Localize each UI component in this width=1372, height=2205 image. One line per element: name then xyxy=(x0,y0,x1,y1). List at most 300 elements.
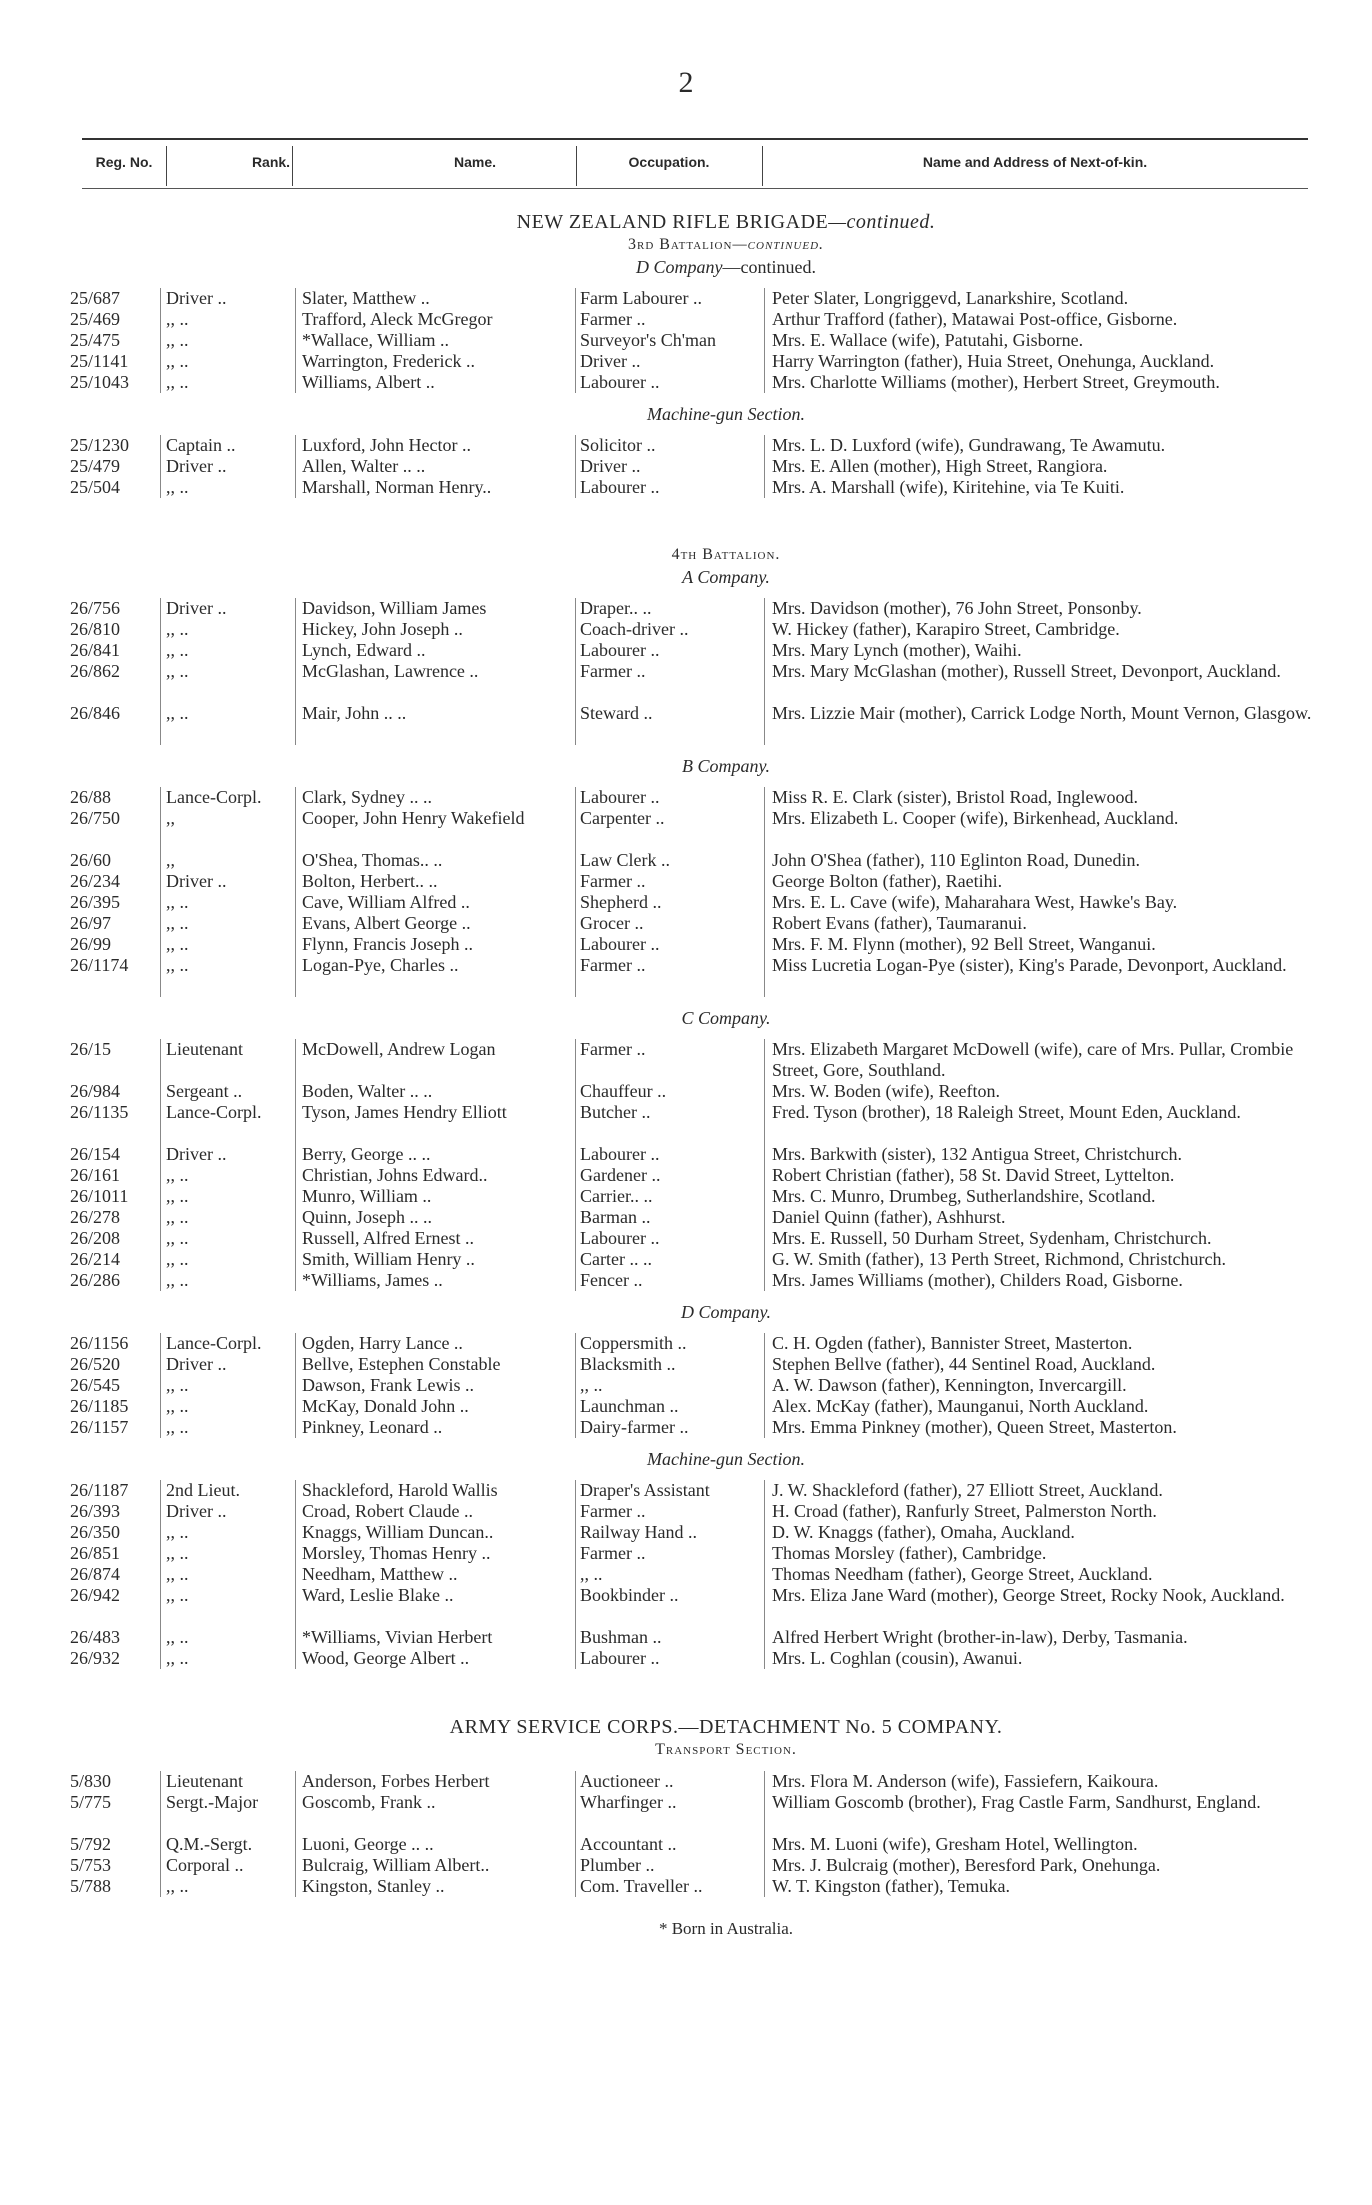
column-divider xyxy=(295,1585,296,1627)
column-divider xyxy=(295,1876,296,1897)
column-divider xyxy=(160,435,161,456)
company-title xyxy=(80,256,1372,278)
cell-rank: Driver .. xyxy=(166,1354,227,1374)
cell-occupation: Law Clerk .. xyxy=(580,850,670,870)
cell-reg-no: 5/792 xyxy=(70,1834,112,1854)
cell-next-of-kin: Robert Evans (father), Taumaranui. xyxy=(772,913,1027,933)
cell-reg-no: 26/756 xyxy=(70,598,121,618)
cell-next-of-kin: Mrs. Mary McGlashan (mother), Russell Street, Devonport, Auckland. xyxy=(772,661,1281,681)
section-gap xyxy=(0,1291,1372,1301)
column-divider xyxy=(764,1792,765,1834)
column-divider xyxy=(295,288,296,309)
cell-reg-no: 5/775 xyxy=(70,1792,112,1812)
column-divider xyxy=(575,1543,576,1564)
cell-name: Luxford, John Hector .. xyxy=(302,435,471,455)
cell-next-of-kin: Mrs. L. Coghlan (cousin), Awanui. xyxy=(772,1648,1023,1668)
column-divider xyxy=(160,1186,161,1207)
section-gap xyxy=(0,1438,1372,1448)
table-row xyxy=(0,913,1372,934)
column-divider xyxy=(575,1333,576,1354)
cell-name: Shackleford, Harold Wallis xyxy=(302,1480,498,1500)
cell-rank: Driver .. xyxy=(166,1144,227,1164)
subsection-title: Machine-gun Section. xyxy=(647,404,805,424)
cell-rank: Lieutenant xyxy=(166,1771,243,1791)
cell-name: Evans, Albert George .. xyxy=(302,913,471,933)
table-row xyxy=(0,850,1372,871)
column-divider xyxy=(295,1543,296,1564)
cell-next-of-kin: Mrs. James Williams (mother), Childers Road, Gisborne. xyxy=(772,1270,1183,1290)
cell-occupation: Steward .. xyxy=(580,703,653,723)
cell-occupation: Farmer .. xyxy=(580,309,646,329)
cell-rank: ,, .. xyxy=(166,1627,189,1647)
column-divider xyxy=(575,309,576,330)
cell-rank: Q.M.-Sergt. xyxy=(166,1834,253,1854)
cell-name: Anderson, Forbes Herbert xyxy=(302,1771,490,1791)
column-divider xyxy=(160,850,161,871)
column-divider xyxy=(295,1270,296,1291)
table-row xyxy=(0,1165,1372,1186)
cell-next-of-kin: G. W. Smith (father), 13 Perth Street, Richmond, Christchurch. xyxy=(772,1249,1226,1269)
column-divider xyxy=(764,1417,765,1438)
column-divider xyxy=(575,1564,576,1585)
section-gap xyxy=(0,425,1372,435)
table-row xyxy=(0,703,1372,745)
cell-reg-no: 25/1141 xyxy=(70,351,129,371)
column-divider xyxy=(295,1648,296,1669)
company-title-text: C Company. xyxy=(681,1008,771,1028)
section-gap xyxy=(0,1897,1372,1919)
cell-reg-no: 5/753 xyxy=(70,1855,112,1875)
column-divider xyxy=(764,598,765,619)
column-divider xyxy=(295,661,296,703)
cell-reg-no: 26/1174 xyxy=(70,955,129,975)
cell-name: Ogden, Harry Lance .. xyxy=(302,1333,463,1353)
column-divider xyxy=(295,330,296,351)
column-divider xyxy=(295,703,296,745)
column-divider xyxy=(764,456,765,477)
cell-rank: ,, .. xyxy=(166,1543,189,1563)
cell-name: Lynch, Edward .. xyxy=(302,640,426,660)
column-divider xyxy=(575,1480,576,1501)
column-divider xyxy=(160,1876,161,1897)
cell-name: Croad, Robert Claude .. xyxy=(302,1501,473,1521)
column-divider xyxy=(764,309,765,330)
cell-occupation: Launchman .. xyxy=(580,1396,679,1416)
column-divider xyxy=(764,1834,765,1855)
cell-next-of-kin: Mrs. E. Allen (mother), High Street, Rangiora. xyxy=(772,456,1108,476)
cell-rank: ,, .. xyxy=(166,1648,189,1668)
cell-next-of-kin: Stephen Bellve (father), 44 Sentinel Road, Auckland. xyxy=(772,1354,1156,1374)
cell-occupation: Chauffeur .. xyxy=(580,1081,667,1101)
table-row xyxy=(0,435,1372,456)
section-title-text: NEW ZEALAND RIFLE BRIGADE xyxy=(516,211,829,233)
company-title xyxy=(80,755,1372,777)
cell-name: Warrington, Frederick .. xyxy=(302,351,475,371)
column-divider xyxy=(160,1543,161,1564)
cell-reg-no: 26/841 xyxy=(70,640,121,660)
cell-rank: Lance-Corpl. xyxy=(166,1333,262,1353)
cell-reg-no: 26/350 xyxy=(70,1522,121,1542)
column-divider xyxy=(295,372,296,393)
column-divider xyxy=(764,1228,765,1249)
column-divider xyxy=(575,477,576,498)
table-row xyxy=(0,1081,1372,1102)
cell-occupation: Com. Traveller .. xyxy=(580,1876,703,1896)
cell-name: *Wallace, William .. xyxy=(302,330,449,350)
column-divider xyxy=(575,1855,576,1876)
cell-name: Pinkney, Leonard .. xyxy=(302,1417,443,1437)
cell-occupation: Farmer .. xyxy=(580,955,646,975)
column-divider xyxy=(764,661,765,703)
column-divider xyxy=(160,1480,161,1501)
column-divider xyxy=(295,1834,296,1855)
column-divider xyxy=(160,1771,161,1792)
cell-occupation: Labourer .. xyxy=(580,477,660,497)
column-divider xyxy=(575,787,576,808)
cell-name: Clark, Sydney .. .. xyxy=(302,787,432,807)
column-divider xyxy=(764,1081,765,1102)
column-divider xyxy=(575,330,576,351)
cell-name: Quinn, Joseph .. .. xyxy=(302,1207,432,1227)
cell-next-of-kin: J. W. Shackleford (father), 27 Elliott Street, Auckland. xyxy=(772,1480,1163,1500)
cell-reg-no: 26/154 xyxy=(70,1144,121,1164)
cell-reg-no: 26/393 xyxy=(70,1501,121,1521)
column-divider xyxy=(295,1144,296,1165)
cell-name: Marshall, Norman Henry.. xyxy=(302,477,492,497)
cell-next-of-kin: A. W. Dawson (father), Kennington, Invercargill. xyxy=(772,1375,1127,1395)
cell-occupation: ,, .. xyxy=(580,1564,603,1584)
section-gap xyxy=(0,1669,1372,1715)
cell-name: Cooper, John Henry Wakefield xyxy=(302,808,525,828)
column-divider xyxy=(575,1165,576,1186)
cell-name: Berry, George .. .. xyxy=(302,1144,431,1164)
column-divider xyxy=(575,351,576,372)
column-divider xyxy=(575,703,576,745)
cell-name: *Williams, James .. xyxy=(302,1270,443,1290)
column-divider xyxy=(764,1480,765,1501)
column-divider xyxy=(764,913,765,934)
table-row xyxy=(0,787,1372,808)
cell-rank: ,, .. xyxy=(166,955,189,975)
column-divider xyxy=(575,1186,576,1207)
table-row xyxy=(0,1144,1372,1165)
cell-next-of-kin: Miss Lucretia Logan-Pye (sister), King's Parade, Devonport, Auckland. xyxy=(772,955,1287,975)
column-divider xyxy=(160,1081,161,1102)
column-divider xyxy=(160,1627,161,1648)
cell-next-of-kin: Harry Warrington (father), Huia Street, Onehunga, Auckland. xyxy=(772,351,1215,371)
cell-occupation: Accountant .. xyxy=(580,1834,677,1854)
cell-name: McDowell, Andrew Logan xyxy=(302,1039,496,1059)
column-divider xyxy=(575,288,576,309)
table-row xyxy=(0,330,1372,351)
cell-rank: Sergeant .. xyxy=(166,1081,243,1101)
cell-occupation: Farmer .. xyxy=(580,1501,646,1521)
cell-reg-no: 26/846 xyxy=(70,703,121,723)
cell-name: Tyson, James Hendry Elliott xyxy=(302,1102,507,1122)
table-row xyxy=(0,1564,1372,1585)
cell-next-of-kin: Alex. McKay (father), Maunganui, North Auckland. xyxy=(772,1396,1149,1416)
cell-next-of-kin: Mrs. Emma Pinkney (mother), Queen Street, Masterton. xyxy=(772,1417,1177,1437)
cell-rank: ,, .. xyxy=(166,1249,189,1269)
cell-name: Munro, William .. xyxy=(302,1186,432,1206)
column-divider xyxy=(764,1564,765,1585)
cell-occupation: Carrier.. .. xyxy=(580,1186,653,1206)
company-title-text: B Company. xyxy=(682,756,770,776)
cell-occupation: Farm Labourer .. xyxy=(580,288,702,308)
column-divider xyxy=(764,871,765,892)
column-divider xyxy=(764,1585,765,1627)
cell-rank: Sergt.-Major xyxy=(166,1792,259,1812)
column-divider xyxy=(160,1417,161,1438)
column-divider xyxy=(160,1165,161,1186)
cell-rank: ,, xyxy=(166,808,175,828)
cell-reg-no: 26/862 xyxy=(70,661,121,681)
cell-rank: 2nd Lieut. xyxy=(166,1480,240,1500)
column-divider xyxy=(160,1270,161,1291)
cell-rank: ,, .. xyxy=(166,1585,189,1605)
column-divider xyxy=(295,1228,296,1249)
cell-name: Hickey, John Joseph .. xyxy=(302,619,463,639)
column-divider xyxy=(160,477,161,498)
column-divider xyxy=(764,1543,765,1564)
cell-next-of-kin: Mrs. Eliza Jane Ward (mother), George Street, Rocky Nook, Auckland. xyxy=(772,1585,1285,1605)
column-divider xyxy=(764,1396,765,1417)
cell-name: Wood, George Albert .. xyxy=(302,1648,470,1668)
header-rank: Rank. xyxy=(251,154,291,170)
column-divider xyxy=(575,1771,576,1792)
column-divider xyxy=(295,1627,296,1648)
cell-next-of-kin: Peter Slater, Longriggevd, Lanarkshire, Scotland. xyxy=(772,288,1129,308)
cell-reg-no: 26/88 xyxy=(70,787,112,807)
column-divider xyxy=(295,955,296,997)
table-row xyxy=(0,598,1372,619)
cell-reg-no: 26/161 xyxy=(70,1165,121,1185)
cell-reg-no: 26/810 xyxy=(70,619,121,639)
cell-name: Trafford, Aleck McGregor xyxy=(302,309,493,329)
column-divider xyxy=(575,1876,576,1897)
table-row xyxy=(0,619,1372,640)
section-gap xyxy=(0,1470,1372,1480)
cell-rank: ,, .. xyxy=(166,661,189,681)
cell-reg-no: 26/1135 xyxy=(70,1102,129,1122)
column-divider xyxy=(160,1249,161,1270)
column-divider xyxy=(575,1792,576,1834)
table-row xyxy=(0,1792,1372,1834)
column-divider xyxy=(764,1501,765,1522)
cell-name: Dawson, Frank Lewis .. xyxy=(302,1375,474,1395)
section-title-suffix: —continued. xyxy=(828,211,936,233)
section-gap xyxy=(0,745,1372,755)
company-title-text: A Company. xyxy=(682,567,770,587)
column-divider xyxy=(160,309,161,330)
column-divider xyxy=(764,288,765,309)
column-divider xyxy=(160,330,161,351)
table-row xyxy=(0,1039,1372,1081)
column-divider xyxy=(764,1165,765,1186)
cell-rank: Driver .. xyxy=(166,288,227,308)
cell-rank: ,, .. xyxy=(166,1396,189,1416)
cell-reg-no: 26/1011 xyxy=(70,1186,129,1206)
section-title-text: ARMY SERVICE CORPS.—DETACHMENT No. 5 COMPANY. xyxy=(449,1716,1003,1738)
column-divider xyxy=(764,808,765,850)
table-row xyxy=(0,1102,1372,1144)
table-row xyxy=(0,1585,1372,1627)
column-divider xyxy=(295,913,296,934)
section-gap xyxy=(0,1761,1372,1771)
cell-rank: ,, .. xyxy=(166,1564,189,1584)
column-divider xyxy=(160,619,161,640)
battalion-title-text: 4th Battalion. xyxy=(671,546,781,563)
table-row xyxy=(0,1876,1372,1897)
cell-next-of-kin: Mrs. Flora M. Anderson (wife), Fassiefern, Kaikoura. xyxy=(772,1771,1159,1791)
cell-next-of-kin: Mrs. Charlotte Williams (mother), Herbert Street, Greymouth. xyxy=(772,372,1220,392)
cell-rank: ,, .. xyxy=(166,619,189,639)
table-row xyxy=(0,1501,1372,1522)
cell-occupation: Butcher .. xyxy=(580,1102,651,1122)
column-divider xyxy=(764,435,765,456)
cell-next-of-kin: Thomas Needham (father), George Street, Auckland. xyxy=(772,1564,1153,1584)
cell-occupation: Grocer .. xyxy=(580,913,644,933)
section-gap xyxy=(0,393,1372,403)
cell-name: Slater, Matthew .. xyxy=(302,288,430,308)
column-divider xyxy=(764,1876,765,1897)
cell-rank: ,, .. xyxy=(166,1417,189,1437)
column-divider xyxy=(764,787,765,808)
cell-reg-no: 26/60 xyxy=(70,850,112,870)
column-divider xyxy=(160,1207,161,1228)
table-row xyxy=(0,934,1372,955)
column-divider xyxy=(160,1333,161,1354)
cell-rank: Captain .. xyxy=(166,435,236,455)
cell-name: Davidson, William James xyxy=(302,598,487,618)
cell-reg-no: 26/97 xyxy=(70,913,112,933)
cell-occupation: Blacksmith .. xyxy=(580,1354,676,1374)
column-divider xyxy=(295,456,296,477)
column-divider xyxy=(764,1522,765,1543)
cell-occupation: Labourer .. xyxy=(580,787,660,807)
column-divider xyxy=(295,1165,296,1186)
cell-name: Cave, William Alfred .. xyxy=(302,892,470,912)
column-divider xyxy=(160,1585,161,1627)
column-divider xyxy=(295,1081,296,1102)
company-title xyxy=(80,1301,1372,1323)
cell-rank: ,, .. xyxy=(166,1876,189,1896)
table-row xyxy=(0,1375,1372,1396)
column-divider xyxy=(295,640,296,661)
column-divider xyxy=(160,598,161,619)
column-divider xyxy=(295,1396,296,1417)
column-divider xyxy=(575,1081,576,1102)
column-divider xyxy=(160,1144,161,1165)
cell-rank: ,, .. xyxy=(166,640,189,660)
column-divider xyxy=(295,1480,296,1501)
column-divider xyxy=(160,892,161,913)
cell-name: Bulcraig, William Albert.. xyxy=(302,1855,490,1875)
column-divider xyxy=(764,619,765,640)
column-divider xyxy=(295,1333,296,1354)
column-divider xyxy=(575,435,576,456)
column-divider xyxy=(764,1333,765,1354)
column-divider xyxy=(160,787,161,808)
cell-occupation: Railway Hand .. xyxy=(580,1522,697,1542)
table-row xyxy=(0,1522,1372,1543)
column-divider xyxy=(764,1186,765,1207)
column-divider xyxy=(295,1354,296,1375)
header-reg-no: Reg. No. xyxy=(95,154,153,170)
table-row xyxy=(0,1627,1372,1648)
column-divider xyxy=(295,850,296,871)
cell-reg-no: 25/469 xyxy=(70,309,121,329)
column-divider xyxy=(295,1792,296,1834)
column-divider xyxy=(575,955,576,997)
cell-next-of-kin: George Bolton (father), Raetihi. xyxy=(772,871,1003,891)
column-divider xyxy=(295,892,296,913)
cell-reg-no: 26/545 xyxy=(70,1375,121,1395)
header-occupation: Occupation. xyxy=(628,154,710,170)
column-divider xyxy=(764,1855,765,1876)
column-divider xyxy=(160,372,161,393)
cell-next-of-kin: Mrs. Elizabeth Margaret McDowell (wife), care of Mrs. Pullar, Crombie Street, Gore, Southland. xyxy=(772,1039,1294,1080)
column-divider xyxy=(575,1249,576,1270)
column-divider xyxy=(575,1144,576,1165)
table-row xyxy=(0,1855,1372,1876)
cell-next-of-kin: Miss R. E. Clark (sister), Bristol Road, Inglewood. xyxy=(772,787,1138,807)
table-row xyxy=(0,1417,1372,1438)
column-divider xyxy=(295,1039,296,1081)
column-divider xyxy=(295,1102,296,1144)
column-divider xyxy=(764,1354,765,1375)
cell-rank: ,, .. xyxy=(166,1207,189,1227)
column-divider xyxy=(764,1207,765,1228)
cell-name: Allen, Walter .. .. xyxy=(302,456,426,476)
column-divider xyxy=(764,850,765,871)
cell-name: Bellve, Estephen Constable xyxy=(302,1354,501,1374)
column-divider xyxy=(575,456,576,477)
cell-name: Logan-Pye, Charles .. xyxy=(302,955,459,975)
cell-reg-no: 26/984 xyxy=(70,1081,121,1101)
battalion-title xyxy=(80,234,1372,256)
cell-reg-no: 25/475 xyxy=(70,330,121,350)
cell-name: Goscomb, Frank .. xyxy=(302,1792,436,1812)
table-row xyxy=(0,1648,1372,1669)
table-row xyxy=(0,1354,1372,1375)
roll-content xyxy=(0,210,1372,1939)
column-divider xyxy=(575,1207,576,1228)
column-divider xyxy=(764,351,765,372)
cell-next-of-kin: Mrs. Elizabeth L. Cooper (wife), Birkenhead, Auckland. xyxy=(772,808,1179,828)
column-divider xyxy=(160,703,161,745)
column-divider xyxy=(764,372,765,393)
table-row xyxy=(0,871,1372,892)
column-divider xyxy=(575,661,576,703)
column-divider xyxy=(764,330,765,351)
cell-occupation: ,, .. xyxy=(580,1375,603,1395)
cell-next-of-kin: Arthur Trafford (father), Matawai Post-office, Gisborne. xyxy=(772,309,1178,329)
cell-occupation: Barman .. xyxy=(580,1207,651,1227)
cell-reg-no: 26/286 xyxy=(70,1270,121,1290)
column-divider xyxy=(295,1522,296,1543)
cell-next-of-kin: Mrs. L. D. Luxford (wife), Gundrawang, Te Awamutu. xyxy=(772,435,1166,455)
cell-next-of-kin: Mrs. J. Bulcraig (mother), Beresford Park, Onehunga. xyxy=(772,1855,1161,1875)
column-divider xyxy=(295,1564,296,1585)
column-divider xyxy=(295,1771,296,1792)
cell-rank: ,, .. xyxy=(166,703,189,723)
column-divider xyxy=(575,619,576,640)
column-divider xyxy=(160,1834,161,1855)
cell-rank: ,, .. xyxy=(166,1165,189,1185)
table-row xyxy=(0,1396,1372,1417)
cell-next-of-kin: Mrs. A. Marshall (wife), Kiritehine, via Te Kuiti. xyxy=(772,477,1125,497)
